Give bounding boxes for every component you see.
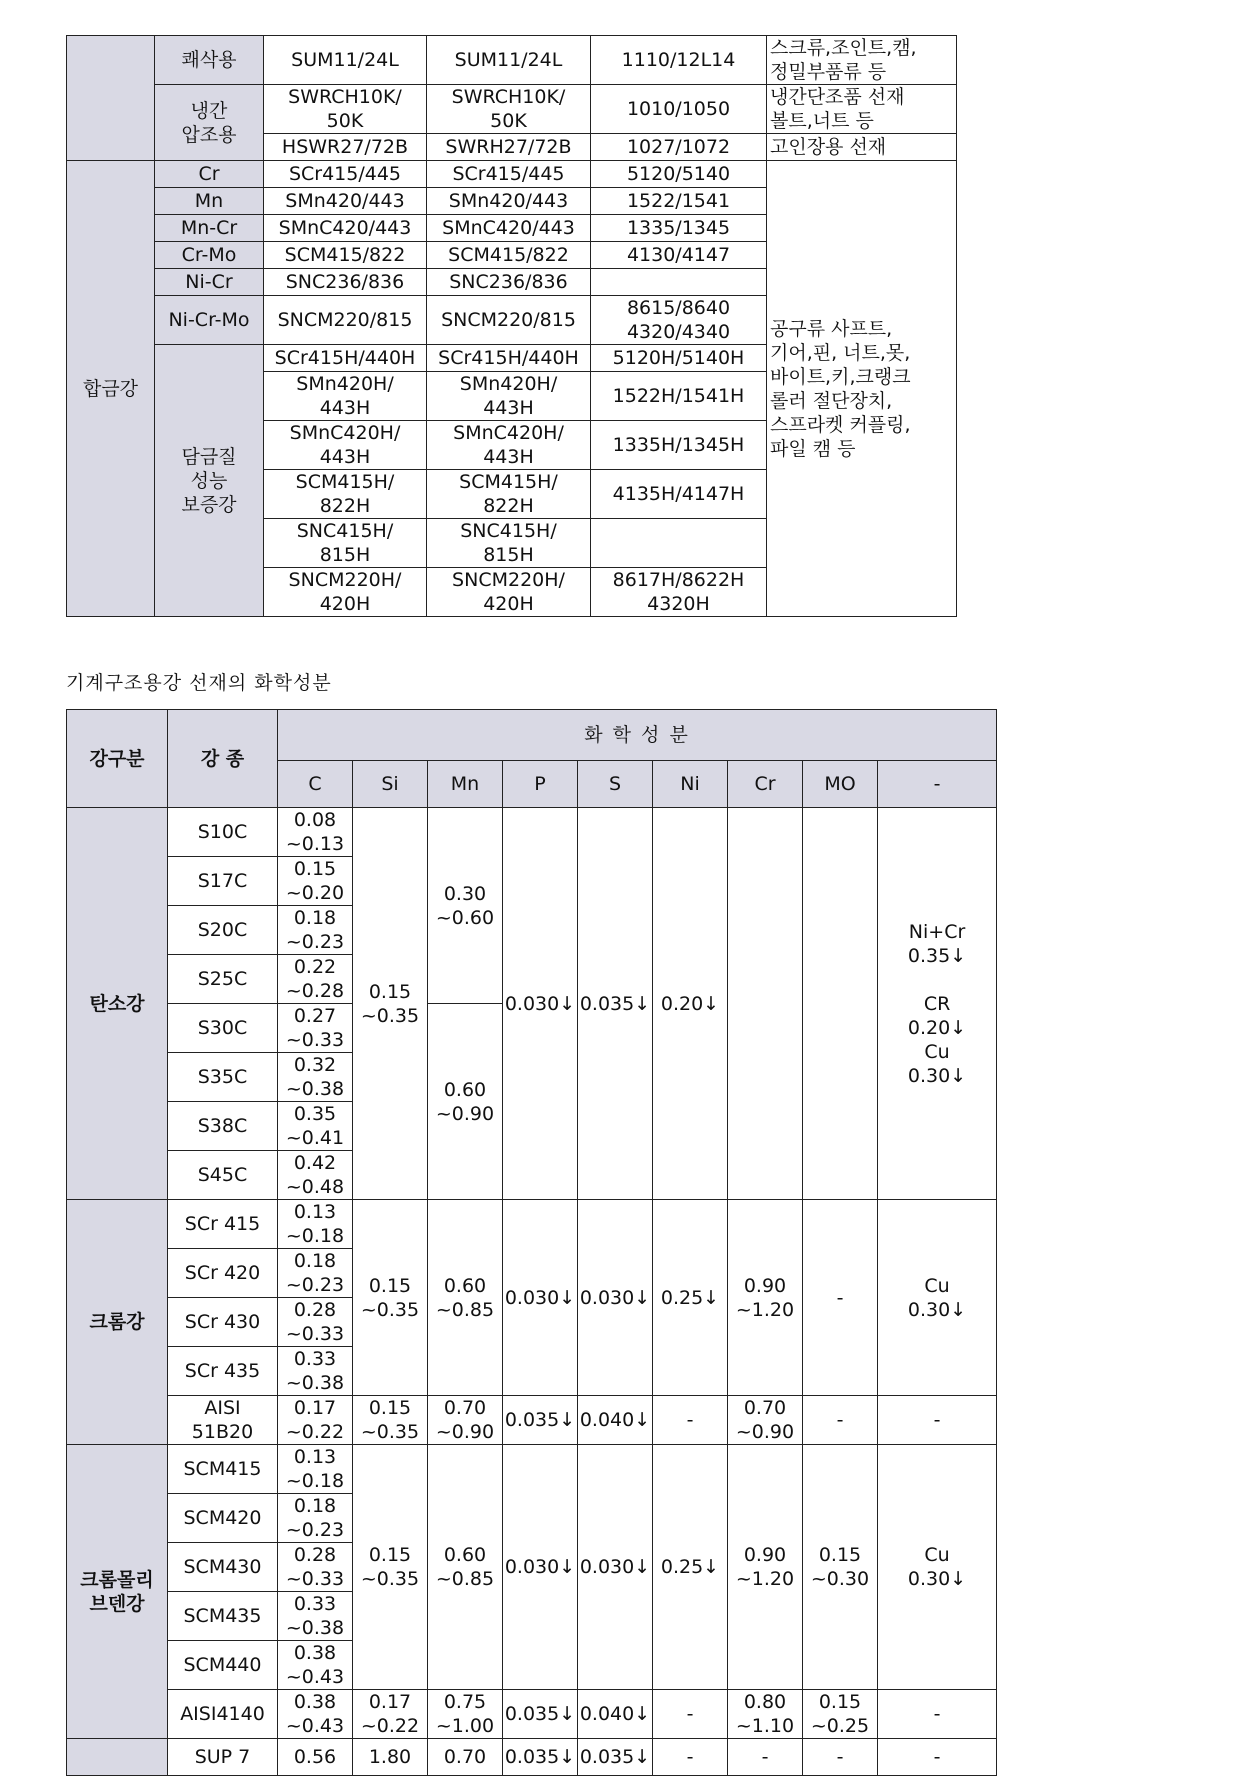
ks-spec-cell: SCM415H/ 822H xyxy=(264,470,427,519)
ni-cell: - xyxy=(653,1396,728,1445)
jis-spec-cell: SMn420H/ 443H xyxy=(427,372,591,421)
header-row xyxy=(67,710,997,761)
ks-spec-cell: SMn420/443 xyxy=(264,188,427,215)
jis-spec-cell: SWRH27/72B xyxy=(427,134,591,161)
grade-cell: SCM430 xyxy=(168,1543,278,1592)
ks-spec-cell: SWRCH10K/ 50K xyxy=(264,85,427,134)
aisi-spec-cell: 1110/12L14 xyxy=(591,36,767,85)
c-cell: 0.28 ~0.33 xyxy=(278,1298,353,1347)
col-header-chemical: 화 학 성 분 xyxy=(278,710,997,761)
ni-cell: - xyxy=(653,1690,728,1739)
ks-spec-cell: SNC236/836 xyxy=(264,269,427,296)
ks-spec-cell: SNC415H/ 815H xyxy=(264,519,427,568)
aisi-spec-cell: 5120/5140 xyxy=(591,161,767,188)
table-row xyxy=(67,1690,997,1739)
c-cell: 0.13 ~0.18 xyxy=(278,1445,353,1494)
jis-spec-cell: SCM415H/ 822H xyxy=(427,470,591,519)
ks-spec-cell: SCr415/445 xyxy=(264,161,427,188)
jis-spec-cell: SUM11/24L xyxy=(427,36,591,85)
jis-spec-cell: SNC415H/ 815H xyxy=(427,519,591,568)
jis-spec-cell: SMnC420H/ 443H xyxy=(427,421,591,470)
col-header-mn: Mn xyxy=(428,761,503,808)
mo-cell: - xyxy=(803,1200,878,1396)
jis-spec-cell: SMn420/443 xyxy=(427,188,591,215)
aisi-spec-cell: 1027/1072 xyxy=(591,134,767,161)
col-header-c: C xyxy=(278,761,353,808)
jis-spec-cell: SCr415H/440H xyxy=(427,345,591,372)
chemical-composition-table xyxy=(66,709,997,1776)
aisi-spec-cell: 1522H/1541H xyxy=(591,372,767,421)
si-cell: 0.15 ~0.35 xyxy=(353,1200,428,1396)
table-row xyxy=(67,1200,997,1249)
mn-cell: 0.70 xyxy=(428,1739,503,1776)
jis-spec-cell: SNC236/836 xyxy=(427,269,591,296)
aisi-spec-cell: 5120H/5140H xyxy=(591,345,767,372)
ks-spec-cell: SCr415H/440H xyxy=(264,345,427,372)
p-cell: 0.030↓ xyxy=(503,808,578,1200)
ni-cell: - xyxy=(653,1739,728,1776)
subcategory-cell: Mn xyxy=(155,188,264,215)
mn-cell: 0.60 ~0.85 xyxy=(428,1200,503,1396)
col-header-grade: 강 종 xyxy=(168,710,278,808)
c-cell: 0.33 ~0.38 xyxy=(278,1592,353,1641)
other-cell: Cu 0.30↓ xyxy=(878,1445,997,1690)
table-row xyxy=(67,1739,997,1776)
ks-spec-cell: SMnC420/443 xyxy=(264,215,427,242)
cr-cell: - xyxy=(728,1739,803,1776)
grade-cell: S25C xyxy=(168,955,278,1004)
s-cell: 0.030↓ xyxy=(578,1445,653,1690)
c-cell: 0.15 ~0.20 xyxy=(278,857,353,906)
s-cell: 0.030↓ xyxy=(578,1200,653,1396)
class-cell: 크롬강 xyxy=(67,1200,168,1445)
si-cell: 1.80 xyxy=(353,1739,428,1776)
class-cell: 크롬몰리 브덴강 xyxy=(67,1445,168,1739)
ni-cell: 0.25↓ xyxy=(653,1445,728,1690)
si-cell: 0.17 ~0.22 xyxy=(353,1690,428,1739)
mn-cell: 0.60 ~0.85 xyxy=(428,1445,503,1690)
grade-cell: AISI4140 xyxy=(168,1690,278,1739)
cr-cell: 0.90 ~1.20 xyxy=(728,1200,803,1396)
p-cell: 0.030↓ xyxy=(503,1200,578,1396)
table-row xyxy=(67,36,957,85)
grade-cell: S45C xyxy=(168,1151,278,1200)
category-cell xyxy=(67,36,155,161)
si-cell: 0.15 ~0.35 xyxy=(353,808,428,1200)
grade-cell: SCr 430 xyxy=(168,1298,278,1347)
col-header-s: S xyxy=(578,761,653,808)
aisi-spec-cell: 4135H/4147H xyxy=(591,470,767,519)
mn-cell: 0.30 ~0.60 xyxy=(428,808,503,1004)
other-cell: - xyxy=(878,1690,997,1739)
ks-spec-cell: SUM11/24L xyxy=(264,36,427,85)
col-header-class: 강구분 xyxy=(67,710,168,808)
jis-spec-cell: SNCM220H/ 420H xyxy=(427,568,591,617)
col-header-ni: Ni xyxy=(653,761,728,808)
grade-cell: S17C xyxy=(168,857,278,906)
grade-cell: SCM420 xyxy=(168,1494,278,1543)
p-cell: 0.030↓ xyxy=(503,1445,578,1690)
category-cell: 합금강 xyxy=(67,161,155,617)
subcategory-cell: Cr-Mo xyxy=(155,242,264,269)
c-cell: 0.22 ~0.28 xyxy=(278,955,353,1004)
p-cell: 0.035↓ xyxy=(503,1396,578,1445)
mo-cell: 0.15 ~0.25 xyxy=(803,1690,878,1739)
cr-cell: 0.90 ~1.20 xyxy=(728,1445,803,1690)
mo-cell: - xyxy=(803,1396,878,1445)
usage-cell: 스크류,조인트,캠, 정밀부품류 등 xyxy=(767,36,957,85)
c-cell: 0.38 ~0.43 xyxy=(278,1690,353,1739)
subcategory-cell: Ni-Cr-Mo xyxy=(155,296,264,345)
col-header-other: - xyxy=(878,761,997,808)
s-cell: 0.040↓ xyxy=(578,1396,653,1445)
subcategory-cell: Cr xyxy=(155,161,264,188)
col-header-mo: MO xyxy=(803,761,878,808)
aisi-spec-cell xyxy=(591,269,767,296)
grade-cell: S38C xyxy=(168,1102,278,1151)
cr-cell: 0.70 ~0.90 xyxy=(728,1396,803,1445)
aisi-spec-cell: 1010/1050 xyxy=(591,85,767,134)
col-header-p: P xyxy=(503,761,578,808)
subcategory-cell: 냉간 압조용 xyxy=(155,85,264,161)
mo-cell xyxy=(803,808,878,1200)
subcategory-cell: Mn-Cr xyxy=(155,215,264,242)
mn-cell: 0.70 ~0.90 xyxy=(428,1396,503,1445)
grade-cell: AISI 51B20 xyxy=(168,1396,278,1445)
usage-cell: 공구류 사프트, 기어,핀, 너트,못, 바이트,키,크랭크 롤러 절단장치, 스프라켓 커플링, 파일 캠 등 xyxy=(767,161,957,617)
mn-cell: 0.75 ~1.00 xyxy=(428,1690,503,1739)
cr-cell: 0.80 ~1.10 xyxy=(728,1690,803,1739)
s-cell: 0.035↓ xyxy=(578,808,653,1200)
s-cell: 0.040↓ xyxy=(578,1690,653,1739)
steel-application-table xyxy=(66,35,957,617)
usage-cell: 냉간단조품 선재 볼트,너트 등 xyxy=(767,85,957,134)
c-cell: 0.27 ~0.33 xyxy=(278,1004,353,1053)
c-cell: 0.32 ~0.38 xyxy=(278,1053,353,1102)
aisi-spec-cell xyxy=(591,519,767,568)
aisi-spec-cell: 1335/1345 xyxy=(591,215,767,242)
subcategory-cell: 담금질 성능 보증강 xyxy=(155,345,264,617)
grade-cell: S20C xyxy=(168,906,278,955)
grade-cell: SCr 435 xyxy=(168,1347,278,1396)
jis-spec-cell: SWRCH10K/ 50K xyxy=(427,85,591,134)
other-cell: - xyxy=(878,1396,997,1445)
ks-spec-cell: SCM415/822 xyxy=(264,242,427,269)
cr-cell xyxy=(728,808,803,1200)
other-cell: Cu 0.30↓ xyxy=(878,1200,997,1396)
aisi-spec-cell: 8615/8640 4320/4340 xyxy=(591,296,767,345)
class-cell xyxy=(67,1739,168,1776)
grade-cell: SCM415 xyxy=(168,1445,278,1494)
other-cell: Ni+Cr 0.35↓ CR 0.20↓ Cu 0.30↓ xyxy=(878,808,997,1200)
c-cell: 0.13 ~0.18 xyxy=(278,1200,353,1249)
other-cell: - xyxy=(878,1739,997,1776)
grade-cell: SCM435 xyxy=(168,1592,278,1641)
ni-cell: 0.20↓ xyxy=(653,808,728,1200)
ks-spec-cell: SNCM220H/ 420H xyxy=(264,568,427,617)
jis-spec-cell: SNCM220/815 xyxy=(427,296,591,345)
c-cell: 0.42 ~0.48 xyxy=(278,1151,353,1200)
ks-spec-cell: HSWR27/72B xyxy=(264,134,427,161)
si-cell: 0.15 ~0.35 xyxy=(353,1445,428,1690)
p-cell: 0.035↓ xyxy=(503,1690,578,1739)
mn-cell: 0.60 ~0.90 xyxy=(428,1004,503,1200)
subcategory-cell: Ni-Cr xyxy=(155,269,264,296)
grade-cell: S35C xyxy=(168,1053,278,1102)
c-cell: 0.08 ~0.13 xyxy=(278,808,353,857)
aisi-spec-cell: 1522/1541 xyxy=(591,188,767,215)
aisi-spec-cell: 4130/4147 xyxy=(591,242,767,269)
c-cell: 0.35 ~0.41 xyxy=(278,1102,353,1151)
aisi-spec-cell: 8617H/8622H 4320H xyxy=(591,568,767,617)
mo-cell: - xyxy=(803,1739,878,1776)
grade-cell: S10C xyxy=(168,808,278,857)
c-cell: 0.56 xyxy=(278,1739,353,1776)
c-cell: 0.18 ~0.23 xyxy=(278,1249,353,1298)
jis-spec-cell: SCM415/822 xyxy=(427,242,591,269)
table-row xyxy=(67,161,957,188)
table-row xyxy=(67,808,997,857)
grade-cell: SUP 7 xyxy=(168,1739,278,1776)
c-cell: 0.17 ~0.22 xyxy=(278,1396,353,1445)
ni-cell: 0.25↓ xyxy=(653,1200,728,1396)
usage-cell: 고인장용 선재 xyxy=(767,134,957,161)
jis-spec-cell: SMnC420/443 xyxy=(427,215,591,242)
mo-cell: 0.15 ~0.30 xyxy=(803,1445,878,1690)
c-cell: 0.28 ~0.33 xyxy=(278,1543,353,1592)
c-cell: 0.18 ~0.23 xyxy=(278,906,353,955)
section-caption: 기계구조용강 선재의 화학성분 xyxy=(66,672,332,694)
table-row xyxy=(67,1445,997,1494)
aisi-spec-cell: 1335H/1345H xyxy=(591,421,767,470)
ks-spec-cell: SMnC420H/ 443H xyxy=(264,421,427,470)
c-cell: 0.38 ~0.43 xyxy=(278,1641,353,1690)
table-row xyxy=(67,1396,997,1445)
grade-cell: S30C xyxy=(168,1004,278,1053)
subcategory-cell: 쾌삭용 xyxy=(155,36,264,85)
ks-spec-cell: SMn420H/ 443H xyxy=(264,372,427,421)
s-cell: 0.035↓ xyxy=(578,1739,653,1776)
jis-spec-cell: SCr415/445 xyxy=(427,161,591,188)
ks-spec-cell: SNCM220/815 xyxy=(264,296,427,345)
c-cell: 0.33 ~0.38 xyxy=(278,1347,353,1396)
c-cell: 0.18 ~0.23 xyxy=(278,1494,353,1543)
table-row xyxy=(67,85,957,134)
col-header-cr: Cr xyxy=(728,761,803,808)
col-header-si: Si xyxy=(353,761,428,808)
class-cell: 탄소강 xyxy=(67,808,168,1200)
si-cell: 0.15 ~0.35 xyxy=(353,1396,428,1445)
p-cell: 0.035↓ xyxy=(503,1739,578,1776)
grade-cell: SCr 415 xyxy=(168,1200,278,1249)
grade-cell: SCr 420 xyxy=(168,1249,278,1298)
grade-cell: SCM440 xyxy=(168,1641,278,1690)
